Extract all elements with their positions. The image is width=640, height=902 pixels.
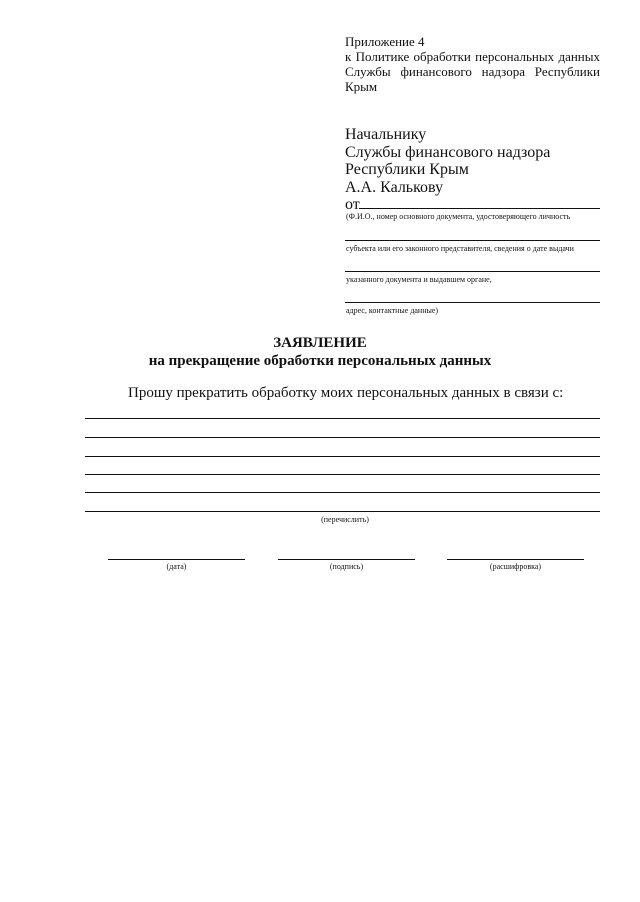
- sender-line-4[interactable]: [345, 302, 600, 303]
- list-caption: (перечислить): [321, 515, 369, 524]
- signature-label: (подпись): [329, 562, 364, 571]
- addressee-block: [345, 126, 550, 214]
- sender-hint-3: указанного документа и выдавшем органе,: [346, 275, 492, 284]
- reason-line-6[interactable]: [85, 511, 600, 512]
- reason-line-1[interactable]: [85, 418, 600, 419]
- sender-line-3[interactable]: [345, 271, 600, 272]
- reason-line-5[interactable]: [85, 492, 600, 493]
- appendix-service: Службы финансового надзора Республики: [345, 64, 600, 79]
- title-subtitle: на прекращение обработки персональных данных: [148, 353, 492, 369]
- addressee-organization: Службы финансового надзора: [345, 143, 551, 161]
- appendix-policy: к Политике обработки персональных данных: [345, 49, 600, 64]
- date-label: (дата): [166, 562, 187, 571]
- signature-line[interactable]: [278, 559, 415, 560]
- appendix-number: Приложение 4: [345, 34, 425, 49]
- appendix-region: Крым: [345, 79, 378, 94]
- sender-hint-4: адрес, контактные данные): [346, 306, 439, 315]
- addressee-position: Начальнику: [345, 126, 427, 143]
- request-text: Прошу прекратить обработку моих персональных данных в связи с:: [128, 385, 564, 401]
- date-line[interactable]: [108, 559, 245, 560]
- appendix-header: [345, 34, 600, 94]
- reason-line-3[interactable]: [85, 456, 600, 457]
- title-main: ЗАЯВЛЕНИЕ: [273, 335, 367, 351]
- decode-label: (расшифровка): [489, 562, 542, 571]
- document-title: [0, 334, 640, 370]
- sender-line-2[interactable]: [345, 240, 600, 241]
- sender-hint-1: (Ф.И.О., номер основного документа, удостоверяющего личность: [346, 212, 571, 221]
- addressee-name: А.А. Калькову: [345, 178, 444, 196]
- decode-line[interactable]: [447, 559, 584, 560]
- sender-line-1[interactable]: [359, 208, 600, 209]
- addressee-region: Республики Крым: [345, 161, 469, 178]
- sender-hint-2: субъекта или его законного представителя, сведения о дате выдачи: [346, 244, 574, 253]
- reason-line-2[interactable]: [85, 437, 600, 438]
- reason-line-4[interactable]: [85, 474, 600, 475]
- addressee-from: от: [345, 196, 360, 213]
